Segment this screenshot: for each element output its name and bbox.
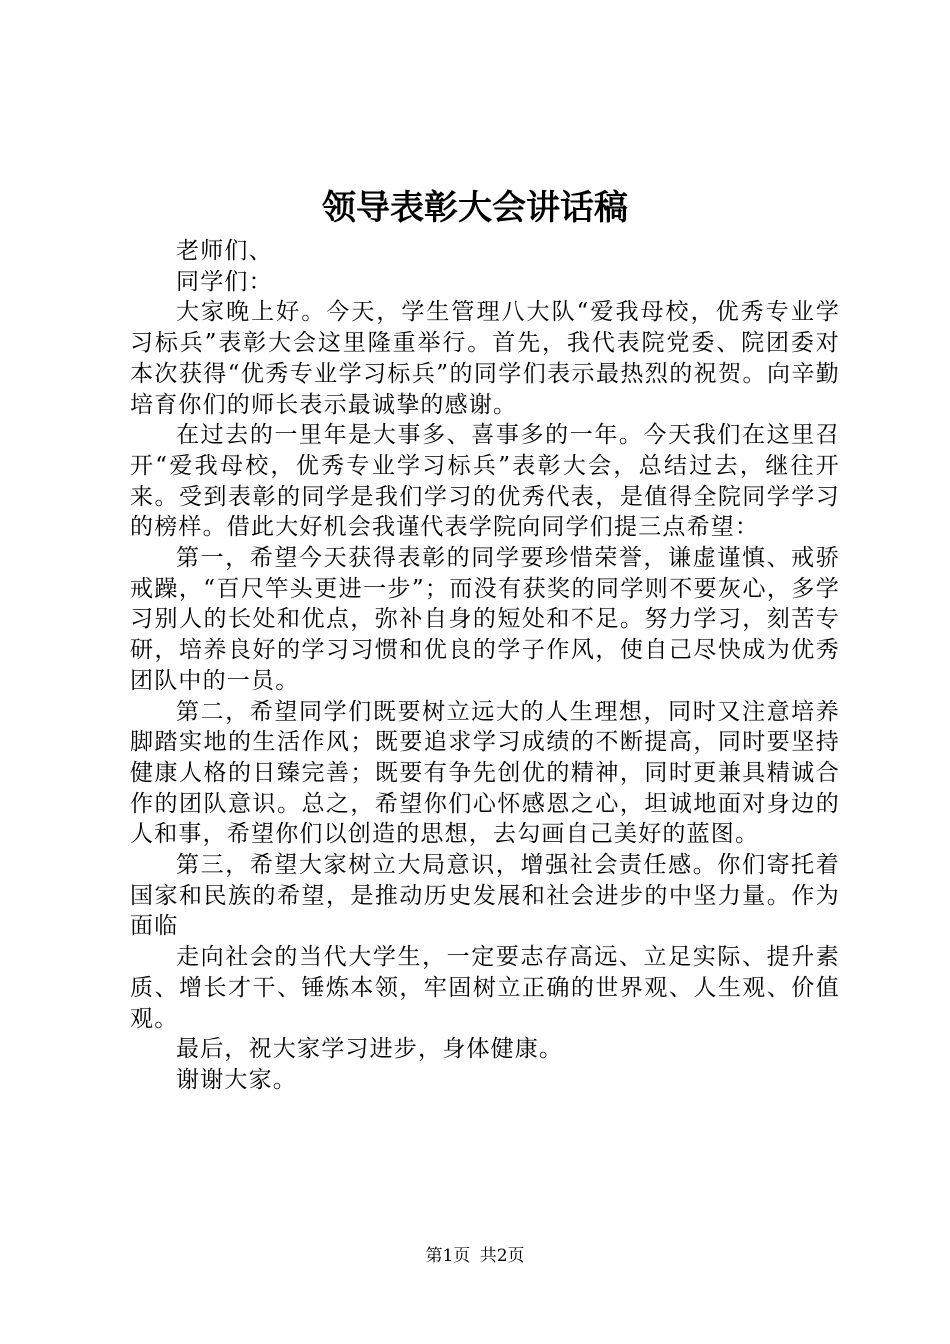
document-body [130,236,840,1096]
page-number: 第1页 [425,1246,471,1266]
paragraph-closing-wish: 最后，祝大家学习进步，身体健康。 [176,1036,564,1063]
paragraph-hope-first: 第一，希望今天获得表彰的同学要珍惜荣誉，谦虚谨慎、戒骄戒躁，“百尺竿头更进一步”；而没有获奖的同学则不要灰心，多学习别人的长处和优点，弥补自身的短处和不足。努力学习，刻苦专研，培养良好的学习习惯和优良的学子作风，使自己尽快成为优秀团队中的一员。 [130,545,840,694]
paragraph-past-year: 在过去的一里年是大事多、喜事多的一年。今天我们在这里召开“爱我母校，优秀专业学习标兵”表彰大会，总结过去，继往开来。受到表彰的同学是我们学习的优秀代表，是值得全院同学学习的榜样。借此大好机会我谨代表学院向同学们提三点希望： [130,422,840,541]
page-footer [0,1244,950,1268]
salutation-students: 同学们： [176,268,273,295]
paragraph-hope-second: 第二，希望同学们既要树立远大的人生理想，同时又注意培养脚踏实地的生活作风；既要追求学习成绩的不断提高，同时要坚持健康人格的日臻完善；既要有争先创优的精神，同时更兼具精诚合作的团队意识。总之，希望你们心怀感恩之心，坦诚地面对身边的人和事，希望你们以创造的思想，去勾画自己美好的蓝图。 [130,698,840,848]
salutation-teachers: 老师们、 [176,238,273,264]
paragraph-society: 走向社会的当代大学生，一定要志存高远、立足实际、提升素质、增长才干、锤炼本领，牢固树立正确的世界观、人生观、价值观。 [130,944,840,1032]
paragraph-hope-third: 第三，希望大家树立大局意识，增强社会责任感。你们寄托着国家和民族的希望，是推动历史发展和社会进步的中坚力量。作为面临 [130,852,840,940]
document-title: 领导表彰大会讲话稿 [322,188,628,228]
page-total: 共2页 [479,1246,525,1266]
paragraph-greeting: 大家晚上好。今天，学生管理八大队“爱我母校，优秀专业学习标兵”表彰大会这里隆重举行。首先，我代表院党委、院团委对本次获得“优秀专业学习标兵”的同学们表示最热烈的祝贺。向辛勤培育你们的师长表示最诚挚的感谢。 [130,299,840,418]
paragraph-thanks: 谢谢大家。 [176,1066,297,1093]
